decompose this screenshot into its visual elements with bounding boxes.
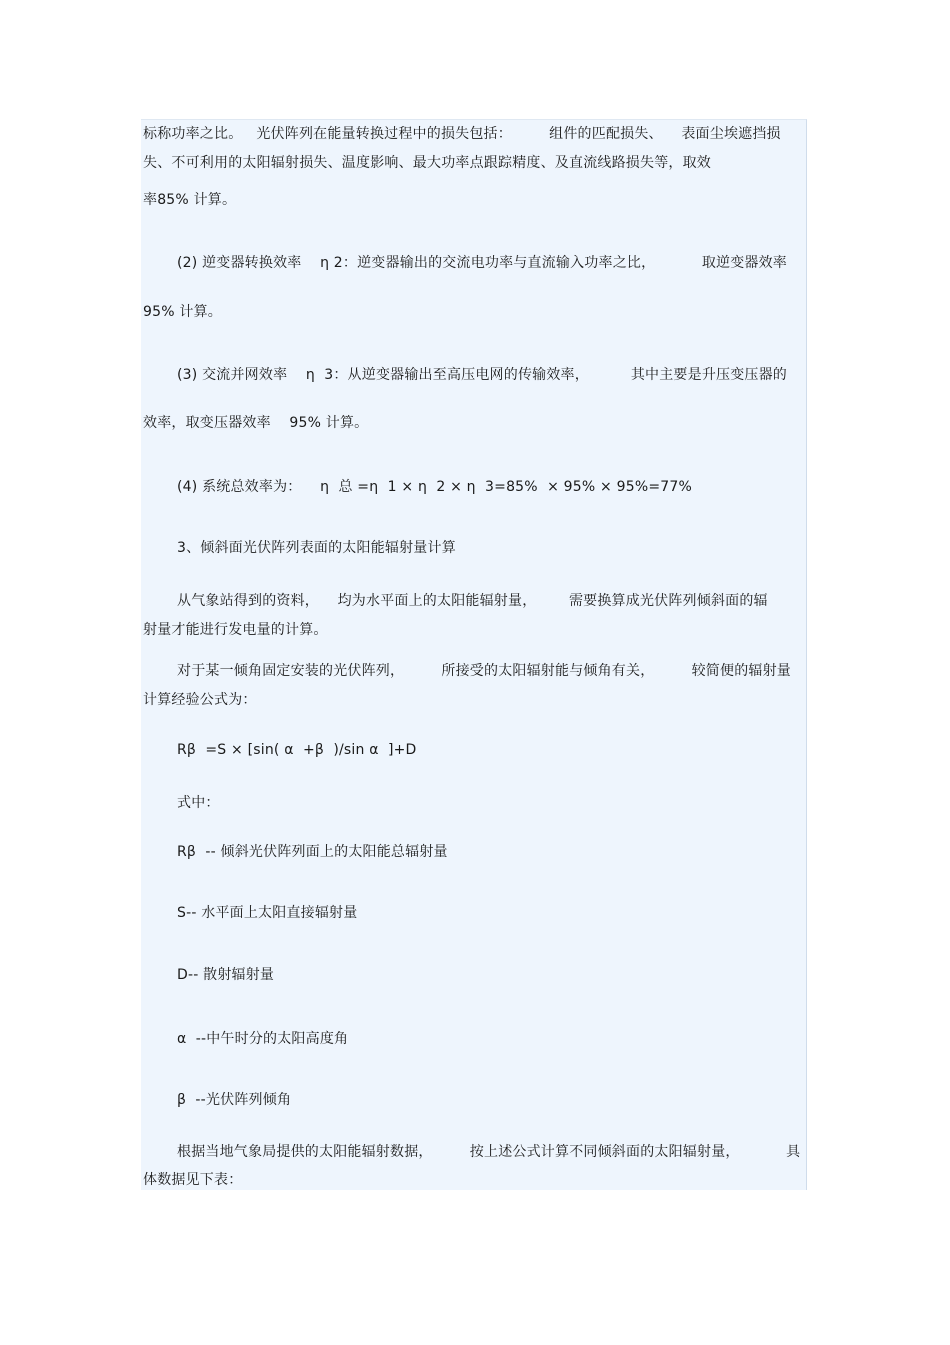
paragraph-line: 根据当地气象局提供的太阳能辐射数据， 按上述公式计算不同倾斜面的太阳辐射量， 具 [177,1144,801,1160]
definition-line: β --光伏阵列倾角 [177,1092,292,1108]
paragraph-line: 计算经验公式为： [143,692,257,708]
paragraph-line: 对于某一倾角固定安装的光伏阵列， 所接受的太阳辐射能与倾角有关， 较简便的辐射量 [177,663,792,679]
paragraph-line: 标称功率之比。 光伏阵列在能量转换过程中的损失包括： 组件的匹配损失、 表面尘埃遮挡损 [143,126,781,142]
paragraph-line: 式中： [177,795,220,811]
paragraph-line: 失、不可利用的太阳辐射损失、温度影响、最大功率点跟踪精度、及直流线路损失等，取效 [143,155,711,171]
paragraph-line: (2) 逆变器转换效率 η 2：逆变器输出的交流电功率与直流输入功率之比， 取逆变器效率 [177,255,788,271]
paragraph-line: 体数据见下表： [143,1172,243,1188]
paragraph-line: 效率，取变压器效率 95% 计算。 [143,415,369,431]
definition-line: D-- 散射辐射量 [177,967,275,983]
paragraph-line: 95% 计算。 [143,304,222,320]
section-heading: 3、倾斜面光伏阵列表面的太阳能辐射量计算 [177,540,456,556]
definition-line: S-- 水平面上太阳直接辐射量 [177,905,358,921]
paragraph-line: (4) 系统总效率为： η 总 =η 1 × η 2 × η 3=85% × 95% × 95%=77% [177,479,692,495]
definition-line: Rβ -- 倾斜光伏阵列面上的太阳能总辐射量 [177,844,448,860]
paragraph-line: 从气象站得到的资料， 均为水平面上的太阳能辐射量， 需要换算成光伏阵列倾斜面的辐 [177,593,768,609]
paragraph-line: 率85% 计算。 [143,192,237,208]
paragraph-line: 射量才能进行发电量的计算。 [143,622,328,638]
definition-line: α --中午时分的太阳高度角 [177,1031,349,1047]
paragraph-line: (3) 交流并网效率 η 3：从逆变器输出至高压电网的传输效率， 其中主要是升压变压器的 [177,367,788,383]
formula: Rβ =S × [sin( α +β )/sin α ]+D [177,742,417,758]
